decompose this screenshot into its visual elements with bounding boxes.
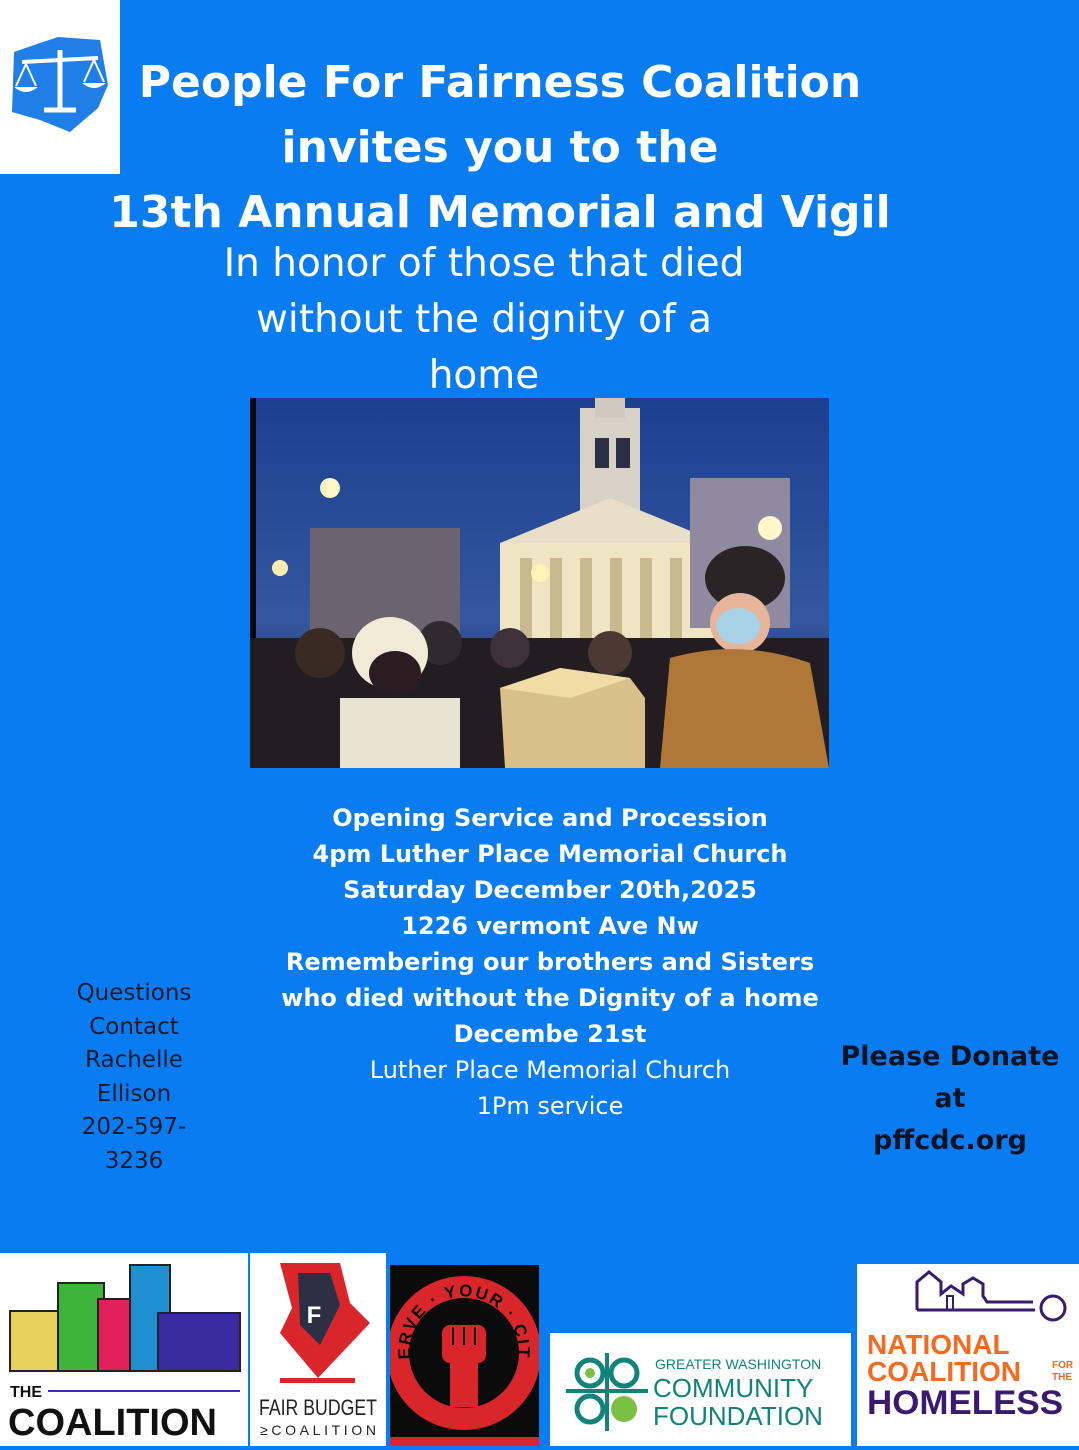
fair-budget-line-1: FAIR BUDGET [259, 1395, 377, 1420]
detail-service-time: 1Pm service [476, 1092, 624, 1120]
sponsor-the-coalition-logo [0, 1253, 248, 1446]
nch-line-3: HOMELESS [867, 1384, 1063, 1422]
detail-address: 1226 vermont Ave Nw [401, 912, 699, 940]
coalition-name-text: COALITION [8, 1402, 217, 1444]
gwcf-line-3: FOUNDATION [653, 1401, 823, 1431]
subtitle-line-1: In honor of those that died [223, 241, 745, 286]
serve-your-city-text: ERVE · YOUR · CIT [394, 1281, 534, 1360]
contact-line-1: Questions [76, 980, 192, 1006]
subtitle-line-2: without the dignity of a [256, 297, 712, 342]
coalition-the-text: THE [10, 1384, 42, 1401]
contact-line-6: 3236 [104, 1148, 164, 1174]
nch-for: FOR [1052, 1360, 1074, 1371]
sponsor-gwcf-logo [550, 1333, 851, 1446]
detail-second-date: Decembe 21st [453, 1020, 647, 1048]
detail-dignity: who died without the Dignity of a home [281, 984, 819, 1012]
house-key-icon [917, 1272, 1065, 1320]
sponsor-nch-logo [857, 1264, 1079, 1446]
contact-line-4: Ellison [96, 1081, 172, 1107]
donate-line-2: at [934, 1083, 966, 1114]
raised-fist-icon [442, 1325, 486, 1407]
contact-line-5: 202-597- [81, 1114, 187, 1140]
gwcf-line-1: GREATER WASHINGTON [655, 1356, 822, 1372]
subtitle-line-3: home [428, 353, 540, 398]
detail-time-location: 4pm Luther Place Memorial Church [312, 840, 788, 868]
fair-budget-letter: F [306, 1302, 322, 1329]
nch-the: THE [1052, 1372, 1072, 1383]
title-line-1: People For Fairness Coalition [138, 57, 862, 108]
detail-date: Saturday December 20th,2025 [343, 876, 757, 904]
contact-line-2: Contact [89, 1014, 179, 1040]
donate-link[interactable]: pffcdc.org [873, 1125, 1027, 1156]
sponsor-serve-your-city-logo [390, 1265, 539, 1446]
title-line-3: 13th Annual Memorial and Vigil [109, 187, 891, 238]
nch-line-2: COALITION [867, 1356, 1021, 1387]
title-line-2: invites you to the [281, 122, 719, 173]
detail-opening-service: Opening Service and Procession [332, 804, 768, 832]
nch-line-1: NATIONAL [867, 1329, 1010, 1360]
sponsor-fair-budget-logo [250, 1253, 386, 1446]
vigil-photo [250, 398, 829, 768]
gwcf-emblem-icon [566, 1353, 648, 1431]
detail-second-location: Luther Place Memorial Church [369, 1056, 731, 1084]
donate-line-1: Please Donate [840, 1041, 1060, 1072]
contact-line-3: Rachelle [85, 1047, 183, 1073]
gwcf-line-2: COMMUNITY [653, 1373, 814, 1403]
detail-remembering: Remembering our brothers and Sisters [285, 948, 815, 976]
fair-budget-line-2: ≥COALITION [260, 1422, 376, 1438]
